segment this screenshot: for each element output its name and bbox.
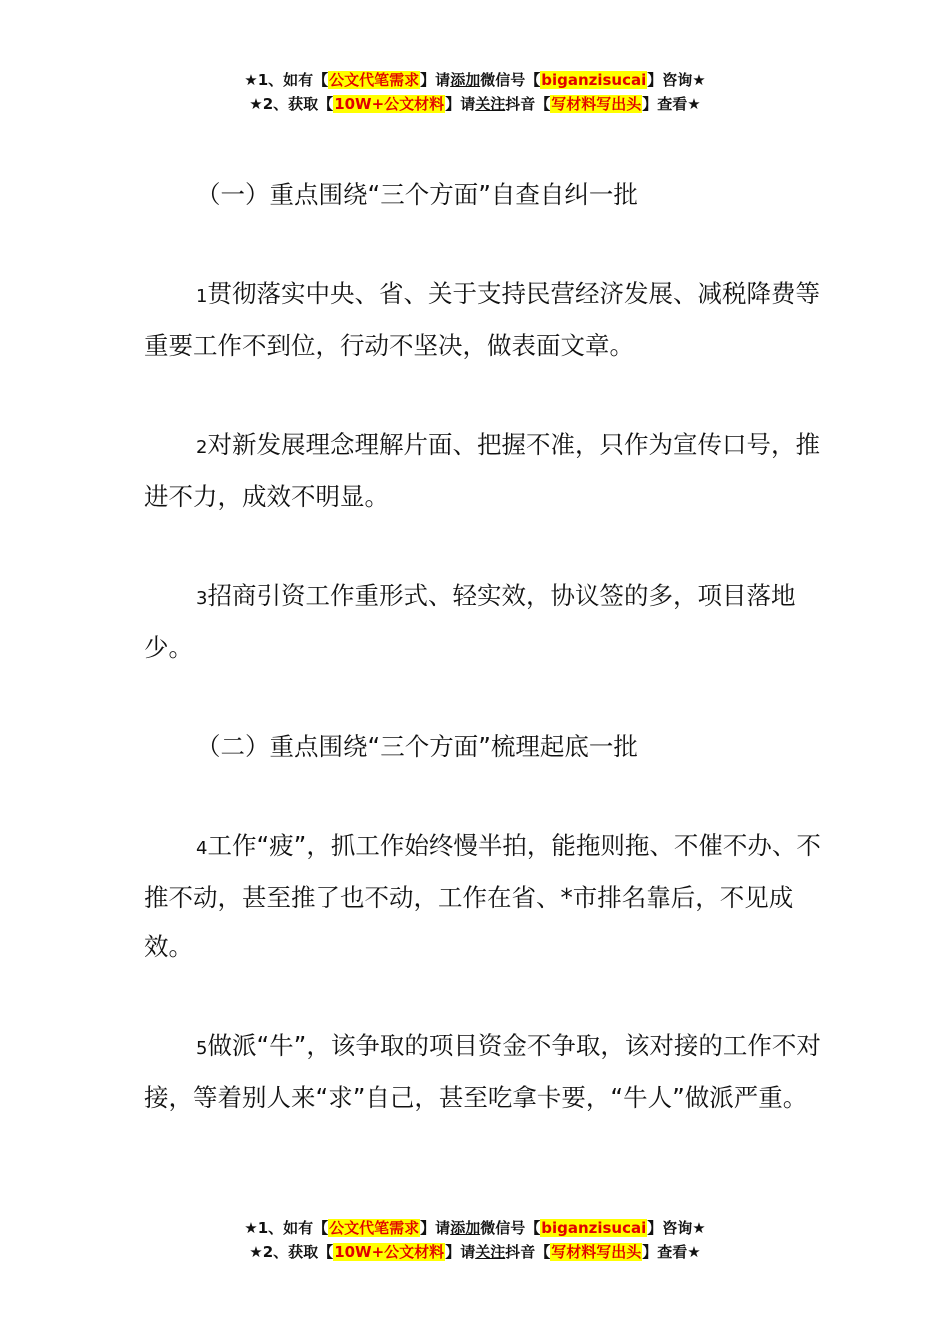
item-text: 招商引资工作重形式、轻实效，协议签的多，项目落地少。 xyxy=(144,581,796,662)
item-3 xyxy=(144,571,834,672)
banner-highlight: 写材料写出头 xyxy=(551,1243,642,1261)
banner-line-1 xyxy=(0,68,950,92)
footer-banner xyxy=(0,1216,950,1264)
item-1 xyxy=(144,269,834,370)
banner-highlight: 公文代笔需求 xyxy=(329,71,420,89)
banner-highlight: 写材料写出头 xyxy=(551,95,642,113)
banner-line-2 xyxy=(0,1240,950,1264)
item-number: 2 xyxy=(196,437,208,458)
banner-underlined: 关注 xyxy=(475,1243,506,1261)
item-text: 对新发展理念理解片面、把握不准，只作为宣传口号，推进不力，成效不明显。 xyxy=(144,430,820,511)
banner-highlight: biganzisucai xyxy=(541,71,647,89)
banner-text: 】请 xyxy=(420,71,451,89)
banner-text: 抖音【 xyxy=(505,1243,551,1261)
banner-highlight: biganzisucai xyxy=(541,1219,647,1237)
banner-text: 抖音【 xyxy=(505,95,551,113)
banner-underlined: 添加 xyxy=(450,71,481,89)
banner-text: 】咨询★ xyxy=(647,71,706,89)
banner-text: 】查看★ xyxy=(642,95,701,113)
item-4 xyxy=(144,821,834,971)
banner-underlined: 添加 xyxy=(450,1219,481,1237)
banner-line-1 xyxy=(0,1216,950,1240)
banner-text: ★2、获取【 xyxy=(249,95,334,113)
item-number: 4 xyxy=(196,838,208,859)
banner-underlined: 关注 xyxy=(475,95,506,113)
item-text: 贯彻落实中央、省、关于支持民营经济发展、减税降费等重要工作不到位，行动不坚决，做表面文章。 xyxy=(144,279,820,360)
item-number: 5 xyxy=(196,1038,208,1059)
banner-highlight: 10W+公文材料 xyxy=(334,1243,445,1261)
heading-text: （一）重点围绕“三个方面”自查自纠一批 xyxy=(196,180,638,209)
section-heading-1 xyxy=(144,170,834,219)
document-body xyxy=(144,170,834,1172)
banner-text: 微信号【 xyxy=(480,71,541,89)
item-text: 工作“疲”，抓工作始终慢半拍，能拖则拖、不催不办、不推不动，甚至推了也不动，工作在省、*市排名靠后，不见成效。 xyxy=(144,831,821,961)
banner-text: 微信号【 xyxy=(480,1219,541,1237)
item-number: 3 xyxy=(196,588,208,609)
section-heading-2 xyxy=(144,722,834,771)
banner-text: 】咨询★ xyxy=(647,1219,706,1237)
header-banner xyxy=(0,68,950,116)
banner-text: ★1、如有【 xyxy=(244,71,329,89)
banner-text: 】请 xyxy=(445,95,476,113)
banner-text: 】请 xyxy=(445,1243,476,1261)
item-5 xyxy=(144,1021,834,1122)
banner-text: ★1、如有【 xyxy=(244,1219,329,1237)
banner-line-2 xyxy=(0,92,950,116)
banner-highlight: 公文代笔需求 xyxy=(329,1219,420,1237)
banner-highlight: 10W+公文材料 xyxy=(334,95,445,113)
item-2 xyxy=(144,420,834,521)
item-number: 1 xyxy=(196,286,208,307)
heading-text: （二）重点围绕“三个方面”梳理起底一批 xyxy=(196,732,638,761)
banner-text: ★2、获取【 xyxy=(249,1243,334,1261)
banner-text: 】请 xyxy=(420,1219,451,1237)
item-text: 做派“牛”，该争取的项目资金不争取，该对接的工作不对接，等着别人来“求”自己，甚至吃拿卡要，“牛人”做派严重。 xyxy=(144,1031,821,1112)
banner-text: 】查看★ xyxy=(642,1243,701,1261)
